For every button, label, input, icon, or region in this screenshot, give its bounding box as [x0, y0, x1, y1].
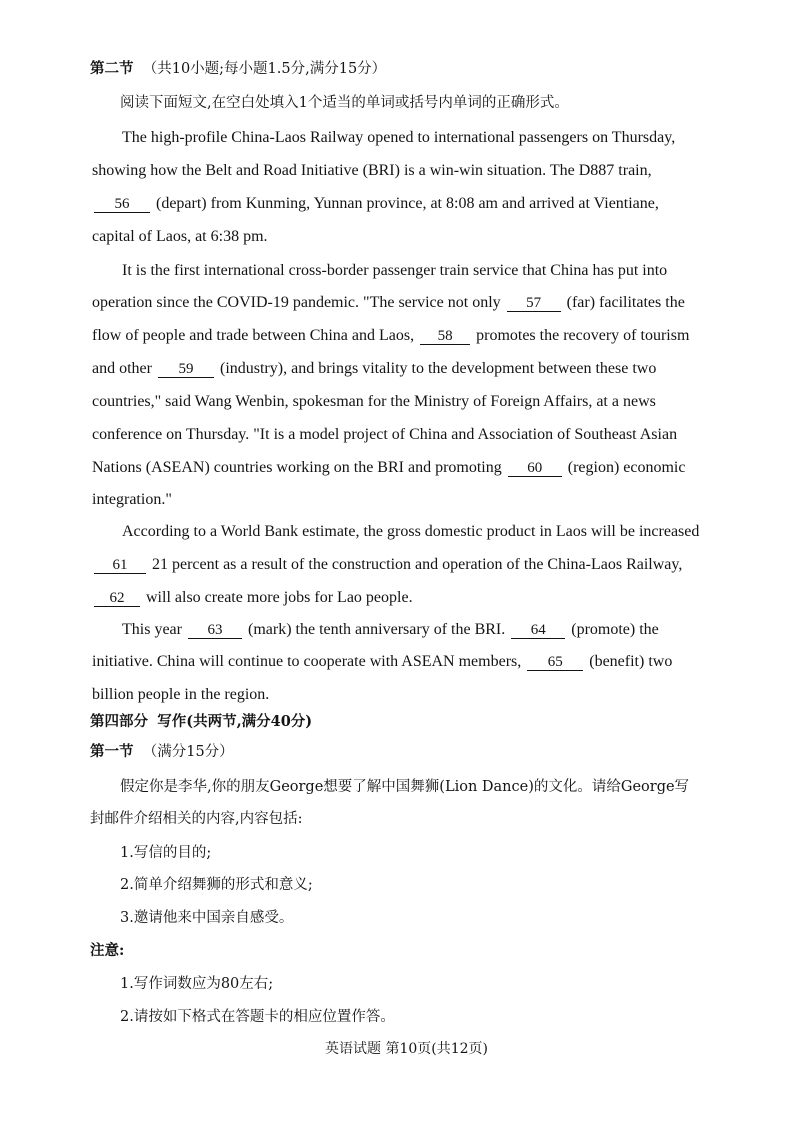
- passage-text: and other: [92, 360, 152, 377]
- answer-blank-61[interactable]: 61: [94, 558, 146, 574]
- passage-text: operation since the COVID-19 pandemic. "The service not only: [92, 294, 501, 311]
- passage-text: (region) economic: [567, 459, 686, 476]
- part4-meta: 写作(共两节,满分40分): [157, 713, 313, 730]
- passage-text: This year: [122, 621, 182, 638]
- passage-text: (mark) the tenth anniversary of the BRI.: [247, 621, 506, 638]
- passage-line: conference on Thursday. "It is a model project of China and Association of Southeast Asian: [92, 426, 678, 443]
- passage-line: [92, 557, 682, 574]
- section1-header: [90, 745, 234, 760]
- answer-blank-60[interactable]: 60: [508, 461, 562, 477]
- prompt-item: 1.写信的目的;: [120, 845, 212, 861]
- passage-line: [92, 590, 413, 607]
- note-item: 2.请按如下格式在答题卡的相应位置作答。: [120, 1009, 395, 1025]
- passage-line: [92, 328, 689, 345]
- answer-blank-63[interactable]: 63: [188, 623, 242, 639]
- prompt-item: 2.简单介绍舞狮的形式和意义;: [120, 877, 313, 893]
- passage-text: (depart) from Kunming, Yunnan province, at 8:08 am and arrived at Vientiane,: [156, 195, 659, 212]
- section1-meta: （满分15分）: [142, 744, 234, 760]
- passage-line: countries," said Wang Wenbin, spokesman for the Ministry of Foreign Affairs, at a news: [92, 393, 656, 410]
- writing-prompt: 封邮件介绍相关的内容,内容包括:: [90, 811, 303, 827]
- part4-header: [90, 715, 312, 730]
- section2-meta: （共10小题;每小题1.5分,满分15分）: [142, 61, 387, 77]
- note-item: 1.写作词数应为80左右;: [120, 976, 274, 992]
- section1-title: 第一节: [90, 743, 134, 760]
- passage-text: (benefit) two: [589, 653, 673, 670]
- passage-line: [92, 361, 656, 378]
- section2-instruction: 阅读下面短文,在空白处填入1个适当的单词或括号内单词的正确形式。: [120, 95, 569, 111]
- passage-line: The high-profile China-Laos Railway opened to international passengers on Thursday,: [122, 129, 676, 146]
- passage-line: billion people in the region.: [92, 686, 270, 703]
- page-footer: 英语试题 第10页(共12页): [325, 1041, 489, 1057]
- passage-line: [122, 622, 659, 639]
- passage-line: It is the first international cross-border passenger train service that China has put into: [122, 262, 668, 279]
- passage-line: [92, 196, 659, 213]
- passage-line: [92, 295, 685, 312]
- answer-blank-65[interactable]: 65: [527, 655, 583, 671]
- answer-blank-64[interactable]: 64: [511, 623, 565, 639]
- passage-text: (far) facilitates the: [566, 294, 685, 311]
- passage-text: Nations (ASEAN) countries working on the BRI and promoting: [92, 459, 502, 476]
- prompt-item: 3.邀请他来中国亲自感受。: [120, 910, 294, 926]
- passage-line: integration.": [92, 491, 172, 508]
- answer-blank-62[interactable]: 62: [94, 591, 140, 607]
- passage-line: [92, 654, 672, 671]
- writing-prompt: 假定你是李华,你的朋友George想要了解中国舞狮(Lion Dance)的文化。请给George写: [120, 779, 690, 795]
- part4-title: 第四部分: [90, 713, 148, 730]
- answer-blank-56[interactable]: 56: [94, 197, 150, 213]
- passage-text: (promote) the: [571, 621, 659, 638]
- answer-blank-59[interactable]: 59: [158, 362, 214, 378]
- notes-title: 注意:: [90, 942, 125, 959]
- passage-line: According to a World Bank estimate, the gross domestic product in Laos will be increased: [122, 523, 700, 540]
- answer-blank-58[interactable]: 58: [420, 329, 470, 345]
- passage-text: 21 percent as a result of the construction and operation of the China-Laos Railway,: [152, 556, 683, 573]
- passage-text: flow of people and trade between China and Laos,: [92, 327, 415, 344]
- section2-title: 第二节: [90, 60, 134, 77]
- passage-line: showing how the Belt and Road Initiative (BRI) is a win-win situation. The D887 train,: [92, 162, 652, 179]
- section2-header: [90, 62, 386, 77]
- passage-text: will also create more jobs for Lao people.: [146, 589, 413, 606]
- passage-line: [92, 460, 685, 477]
- passage-line: capital of Laos, at 6:38 pm.: [92, 228, 268, 245]
- passage-text: initiative. China will continue to cooperate with ASEAN members,: [92, 653, 522, 670]
- passage-text: promotes the recovery of tourism: [476, 327, 690, 344]
- answer-blank-57[interactable]: 57: [507, 296, 561, 312]
- passage-text: (industry), and brings vitality to the development between these two: [219, 360, 657, 377]
